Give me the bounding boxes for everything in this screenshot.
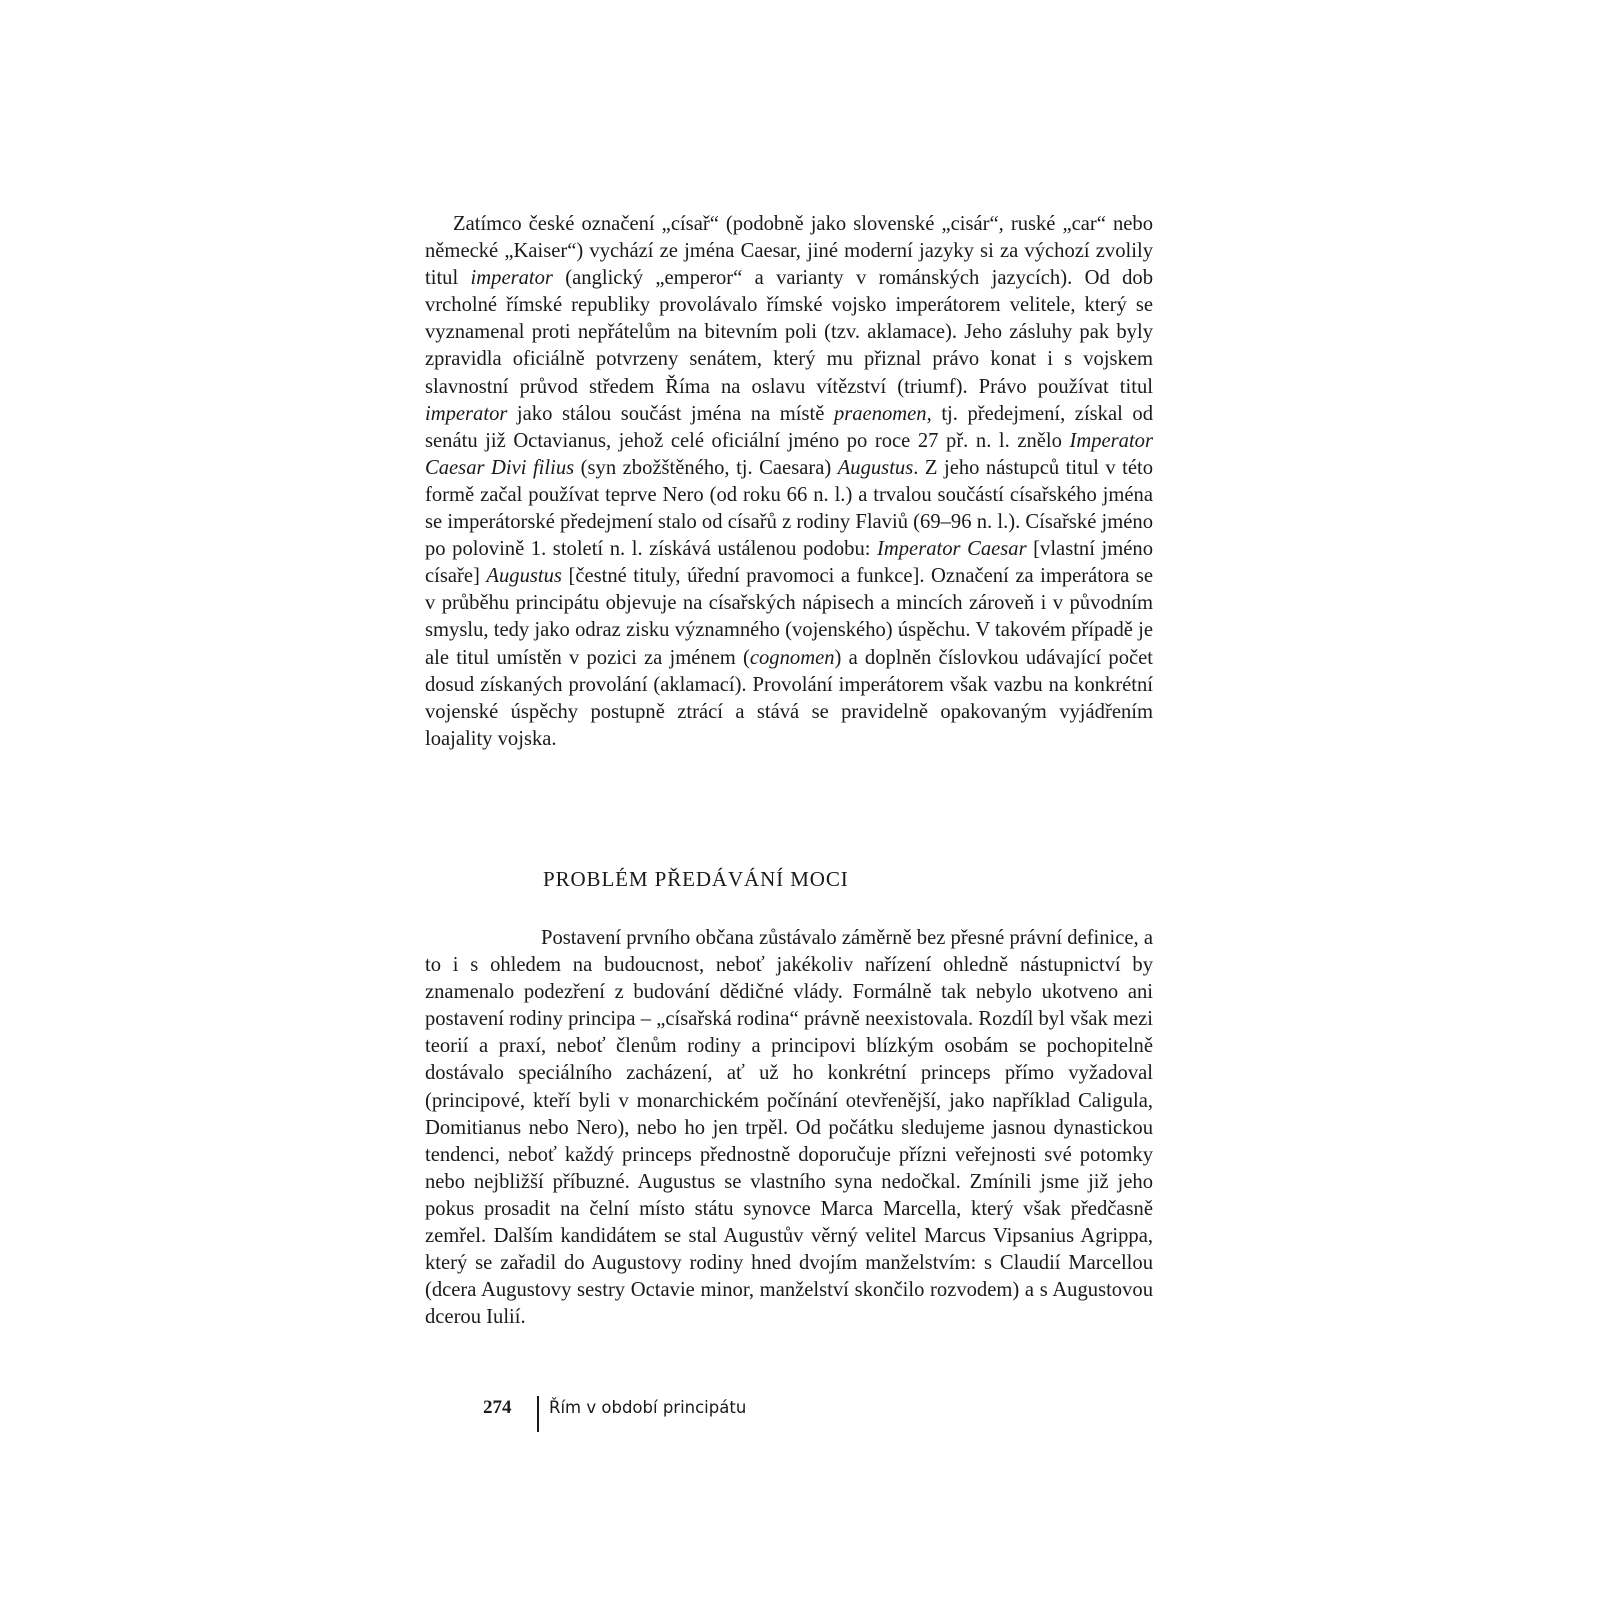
running-title: Řím v období principátu xyxy=(549,1398,747,1417)
italic-term: praenomen xyxy=(833,402,927,425)
body-paragraph xyxy=(425,211,1153,753)
body-paragraph xyxy=(425,925,1153,1331)
text-run: (syn zbožštěného, tj. Caesara) xyxy=(574,456,838,479)
italic-term: Imperator Caesar xyxy=(877,538,1027,561)
footer-divider xyxy=(537,1396,539,1432)
italic-term: imperator xyxy=(470,267,553,290)
text-run: Zatímco české označení „císař“ (podobně jako slovenské „cisár“, ruské „car“ nebo německé „Kaiser“) vychází ze jména Caesar, jiné moderní jazyky si za výchozí zvolily titul xyxy=(425,213,1153,290)
text-run: [čestné tituly, úřední pravomoci a funkce]. Označení za imperátora se v průběhu principátu objevuje na císařských nápisech a mincích zároveň i v původním smyslu, tedy jako odraz zisku významného (vojenského) úspěchu. V takovém případě je ale titul umístěn v pozici za jménem ( xyxy=(425,565,1153,669)
text-run: [vlastní jméno císaře] xyxy=(425,538,1153,588)
page-footer xyxy=(483,1396,746,1432)
text-run: jako stálou součást jména na místě xyxy=(507,402,834,425)
italic-term: imperator xyxy=(425,402,508,425)
text-run: . Z jeho nástupců titul v této formě začal používat teprve Nero (od roku 66 n. l.) a trvalou součástí císařského jména se imperátorské předejmení stalo od císařů z rodiny Flaviů (69–96 n. l.). Císařské jméno po polovině 1. století n. l. získává ustálenou podobu: xyxy=(425,456,1154,561)
paragraph-text xyxy=(425,213,1153,750)
italic-term: cognomen xyxy=(749,646,835,669)
text-run: , tj. předejmení, získal od senátu již Octavianus, jehož celé oficiální jméno po roce 27 př. n. l. znělo xyxy=(425,402,1154,452)
section-heading: PROBLÉM PŘEDÁVÁNÍ MOCI xyxy=(543,867,849,891)
italic-term: Augustus xyxy=(486,565,562,588)
text-run: Postavení prvního občana zůstávalo záměrně bez přesné právní definice, a to i s ohledem na budoucnost, neboť jakékoliv nařízení ohledně nástupnictví by znamenalo podezření z budování dědičné vlády. Formálně tak nebylo ukotveno ani postavení rodiny principa – „císařská rodina“ právně neexistovala. Rozdíl byl však mezi teorií a praxí, neboť členům rodiny a principovi blízkým osobám se pochopitelně dostávalo speciálního zacházení, ať už ho konkrétní princeps přímo vyžadoval (principové, kteří byli v monarchickém počínání otevřenější, jako například Caligula, Domitianus nebo Nero), nebo ho jen trpěl. Od počátku sledujeme jasnou dynastickou tendenci, neboť každý princeps přednostně doporučuje přízni veřejnosti své potomky nebo nejbližší příbuzné. Augustus se vlastního syna nedočkal. Zmínili jsme již jeho pokus prosadit na čelní místo státu synovce Marca Marcella, který však předčasně zemřel. Dalším kandidátem se stal Augustův věrný velitel Marcus Vipsanius Agrippa, který se zařadil do Augustovy rodiny hned dvojím manželstvím: s Claudií Marcellou (dcera Augustovy sestry Octavie minor, manželství skončilo rozvodem) a s Augustovou dcerou Iulií. xyxy=(425,927,1153,1329)
italic-term: Imperator Caesar Divi filius xyxy=(425,429,1153,479)
italic-term: Augustus xyxy=(837,456,914,479)
text-run: (anglický „emperor“ a varianty v románských jazycích). Od dob vrcholné římské republiky provolávalo římské vojsko imperátorem velitele, který se vyznamenal proti nepřátelům na bitevním poli (tzv. aklamace). Jeho zásluhy pak byly zpravidla oficiálně potvrzeny senátem, který mu přiznal právo konat i s vojskem slavnostní průvod středem Říma na oslavu vítězství (triumf). Právo používat titul xyxy=(425,267,1153,398)
paragraph-text xyxy=(425,927,1153,1328)
text-run: ) a doplněn číslovkou udávající počet dosud získaných provolání (aklamací). Provolání imperátorem však vazbu na konkrétní vojenské úspěchy postupně ztrácí a stává se pravidelně opakovaným vyjádřením loajality vojska. xyxy=(425,646,1153,750)
page-number: 274 xyxy=(483,1397,512,1418)
